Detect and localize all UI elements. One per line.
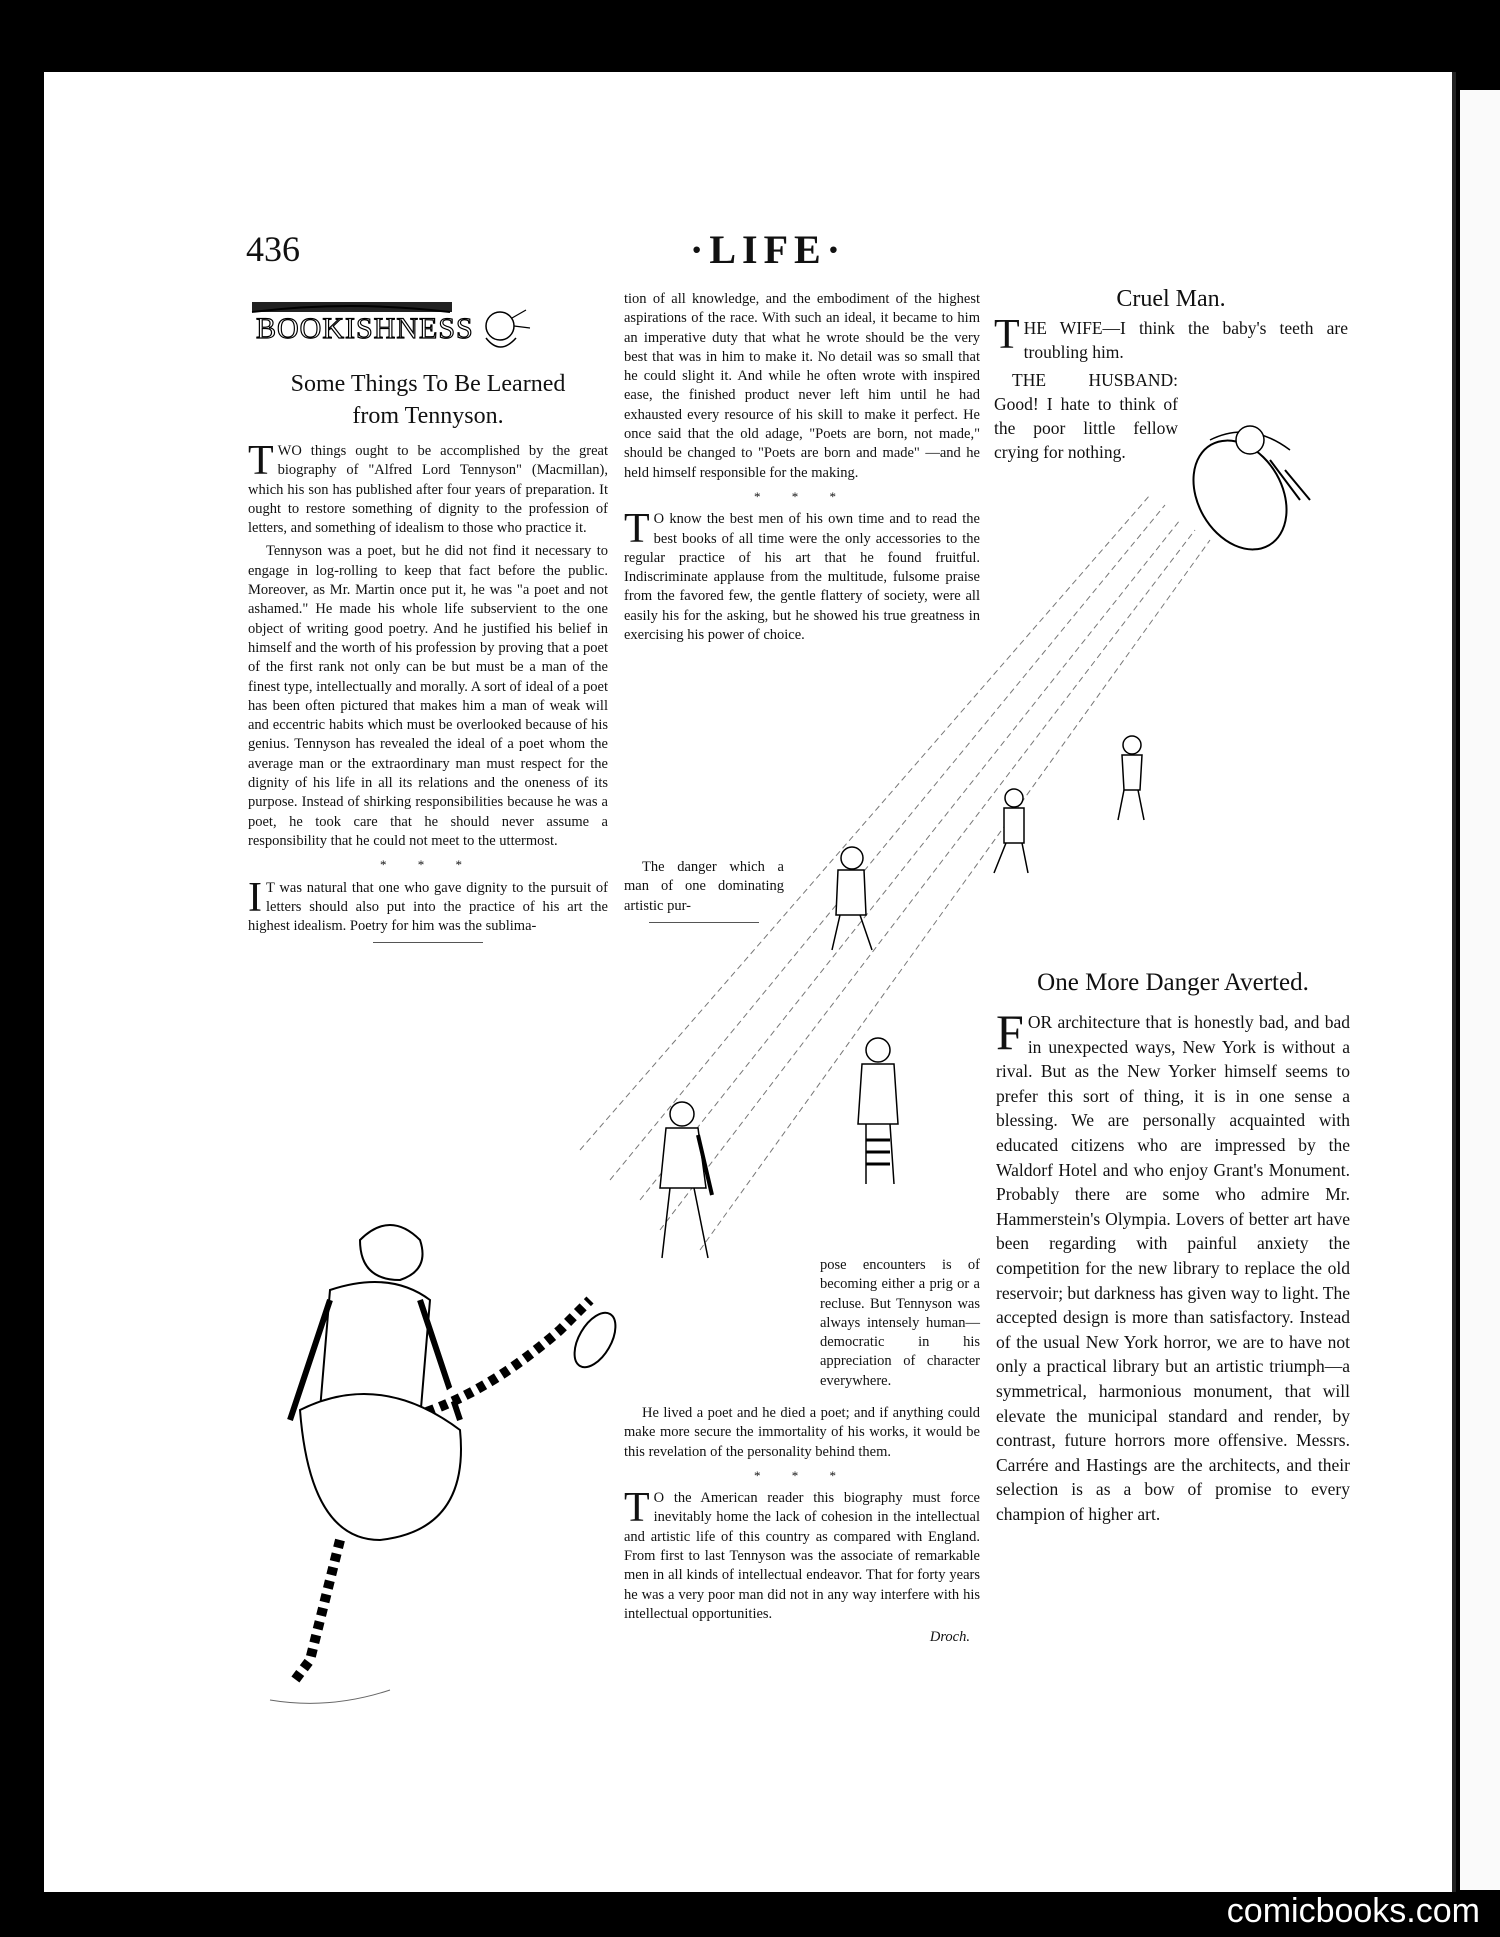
drop-cap: T [248, 438, 274, 484]
danger-averted-title: One More Danger Averted. [1037, 969, 1309, 996]
drop-cap: T [624, 506, 650, 553]
article-paragraph: Tennyson was a poet, but he did not find it necessary to engage in log-rolling to keep that fact before the public. Moreover, as Mr. Martin once put it, he was "a poet and not ashamed." He made his whole life subservient to the one object of writing good poetry. And he justified his belief in himself and the worth of his profession by proving that a poet of the first rank not only can be but must be a man of the finest type, intellectually and morally. A sort of ideal of a poet has been often pictured that makes him a man of weak will and eccentric habits which must be overlooked because of his genius. Tennyson has revealed the ideal of a poet whom the average man or the extraordinary man must respect for the dignity of his life in all its relations and the oneness of its purpose. Instead of shirking responsibilities because he was a poet, he took care that he should never assume a responsibility that he could not meet to the uttermost. [248, 543, 608, 849]
page-number: 436 [246, 229, 300, 269]
football-ball-icon [1175, 424, 1310, 566]
article-headline-line1: Some Things To Be Learned [290, 371, 566, 397]
article-paragraph: OR architecture that is honestly bad, and bad in unexpected ways, New York is without a rival. But as the New Yorker himself seems to prefer this sort of thing, it is in one sense a blessing. We are personally acquainted with educated citizens who are impressed by the Waldorf Hotel and who enjoy Grant's Monument. Probably there are some who admire Mr. Hammerstein's Olympia. Lovers of better art have been regarding with painful anxiety the competition for the new library to replace the old reservoir; but darkness has given way to light. The accepted design is more than satisfactory. Instead of the usual New York horror, we are to have not only a practical library but an artistic triumph—a symmetrical, harmonious monument, that will elevate the municipal standard and render, by contrast, future horrors more offensive. Messrs. Carrére and Hastings are the architects, and their selection is as a bow of promise to every champion of higher art. [996, 1012, 1350, 1524]
cruel-man-title: Cruel Man. [1116, 286, 1226, 312]
article-paragraph: The danger which a man of one dominating artistic pur- [624, 859, 784, 914]
banner-label: BOOKISHNESS [256, 312, 474, 345]
article-paragraph: T was natural that one who gave dignity to the pursuit of letters should also put into the practice of his art the highest idealism. Poetry for him was the sublima- [248, 879, 608, 935]
article-paragraph: O know the best men of his own time and to read the best books of all time were the only accessories to the regular practice of his art that he found fruitful. Indiscriminate applause from the multitude, fulsome praise from the favored few, the gentle flattery of society, were all easily his for the asking, but he showed his true greatness in exercising his power of choice. [624, 511, 980, 644]
section-separator: * * * [754, 1467, 850, 1483]
player-figure-icon [858, 1038, 898, 1184]
speaker-label: THE HUSBAND [1012, 370, 1174, 390]
player-figure-icon [832, 847, 872, 950]
drop-cap: I [248, 874, 262, 921]
article-paragraph: He lived a poet and he died a poet; and if anything could make more secure the immortality of his works, it would be this revelation of the personality behind them. [624, 1405, 980, 1460]
article-paragraph: WO things ought to be accomplished by the great biography of "Alfred Lord Tennyson" (Macmillan), which his son has published after four years of preparation. It ought to restore something of dignity to the profession of letters, and something of idealism to those who practice it. [248, 443, 608, 537]
drop-cap: F [996, 1004, 1024, 1060]
dialogue-wife: HE WIFE—I think the baby's teeth are troubling him. [1023, 318, 1348, 362]
masthead-title: ·LIFE· [690, 227, 847, 272]
dialogue-husband: : Good! I hate to think of the poor little fellow crying for nothing. [994, 370, 1178, 462]
drop-cap: T [624, 1485, 650, 1532]
article-headline-line2: from Tennyson. [352, 403, 504, 429]
player-figure-icon [994, 789, 1028, 873]
player-figure-icon [660, 1102, 712, 1258]
article-paragraph: tion of all knowledge, and the embodiment of the highest aspirations of the race. With such an ideal, it became to him an imperative duty that what he wrote should be the very best that was in him to make it. No detail was so small that he could slight it. And while he often wrote with inspired ease, the finished product never left him until he had exhausted every resource of his skill to make it perfect. He once said that the old adage, "Poets are born, not made," should be changed to "Poets are born and made" —and he held himself responsible for the making. [624, 291, 980, 481]
article-paragraph: O the American reader this biography must force inevitably home the lack of cohesion in the intellectual and artistic life of this country as compared with England. From first to last Tennyson was the associate of remarkable men in all kinds of intellectual endeavor. That for forty years he was a very poor man did not in any way interfere with his intellectual opportunities. [624, 1490, 980, 1622]
section-separator: * * * [754, 488, 850, 504]
article-paragraph: pose encounters is of becoming either a prig or a recluse. But Tennyson was always intensely human—democratic in his appreciation of character everywhere. [820, 1257, 980, 1389]
kicking-player-figure-icon [270, 1225, 624, 1703]
drop-cap: T [994, 312, 1020, 358]
author-signature: Droch. [929, 1629, 970, 1646]
watermark: comicbooks.com [1226, 1892, 1480, 1930]
player-figure-icon [1118, 736, 1144, 820]
section-separator: * * * [380, 857, 476, 873]
